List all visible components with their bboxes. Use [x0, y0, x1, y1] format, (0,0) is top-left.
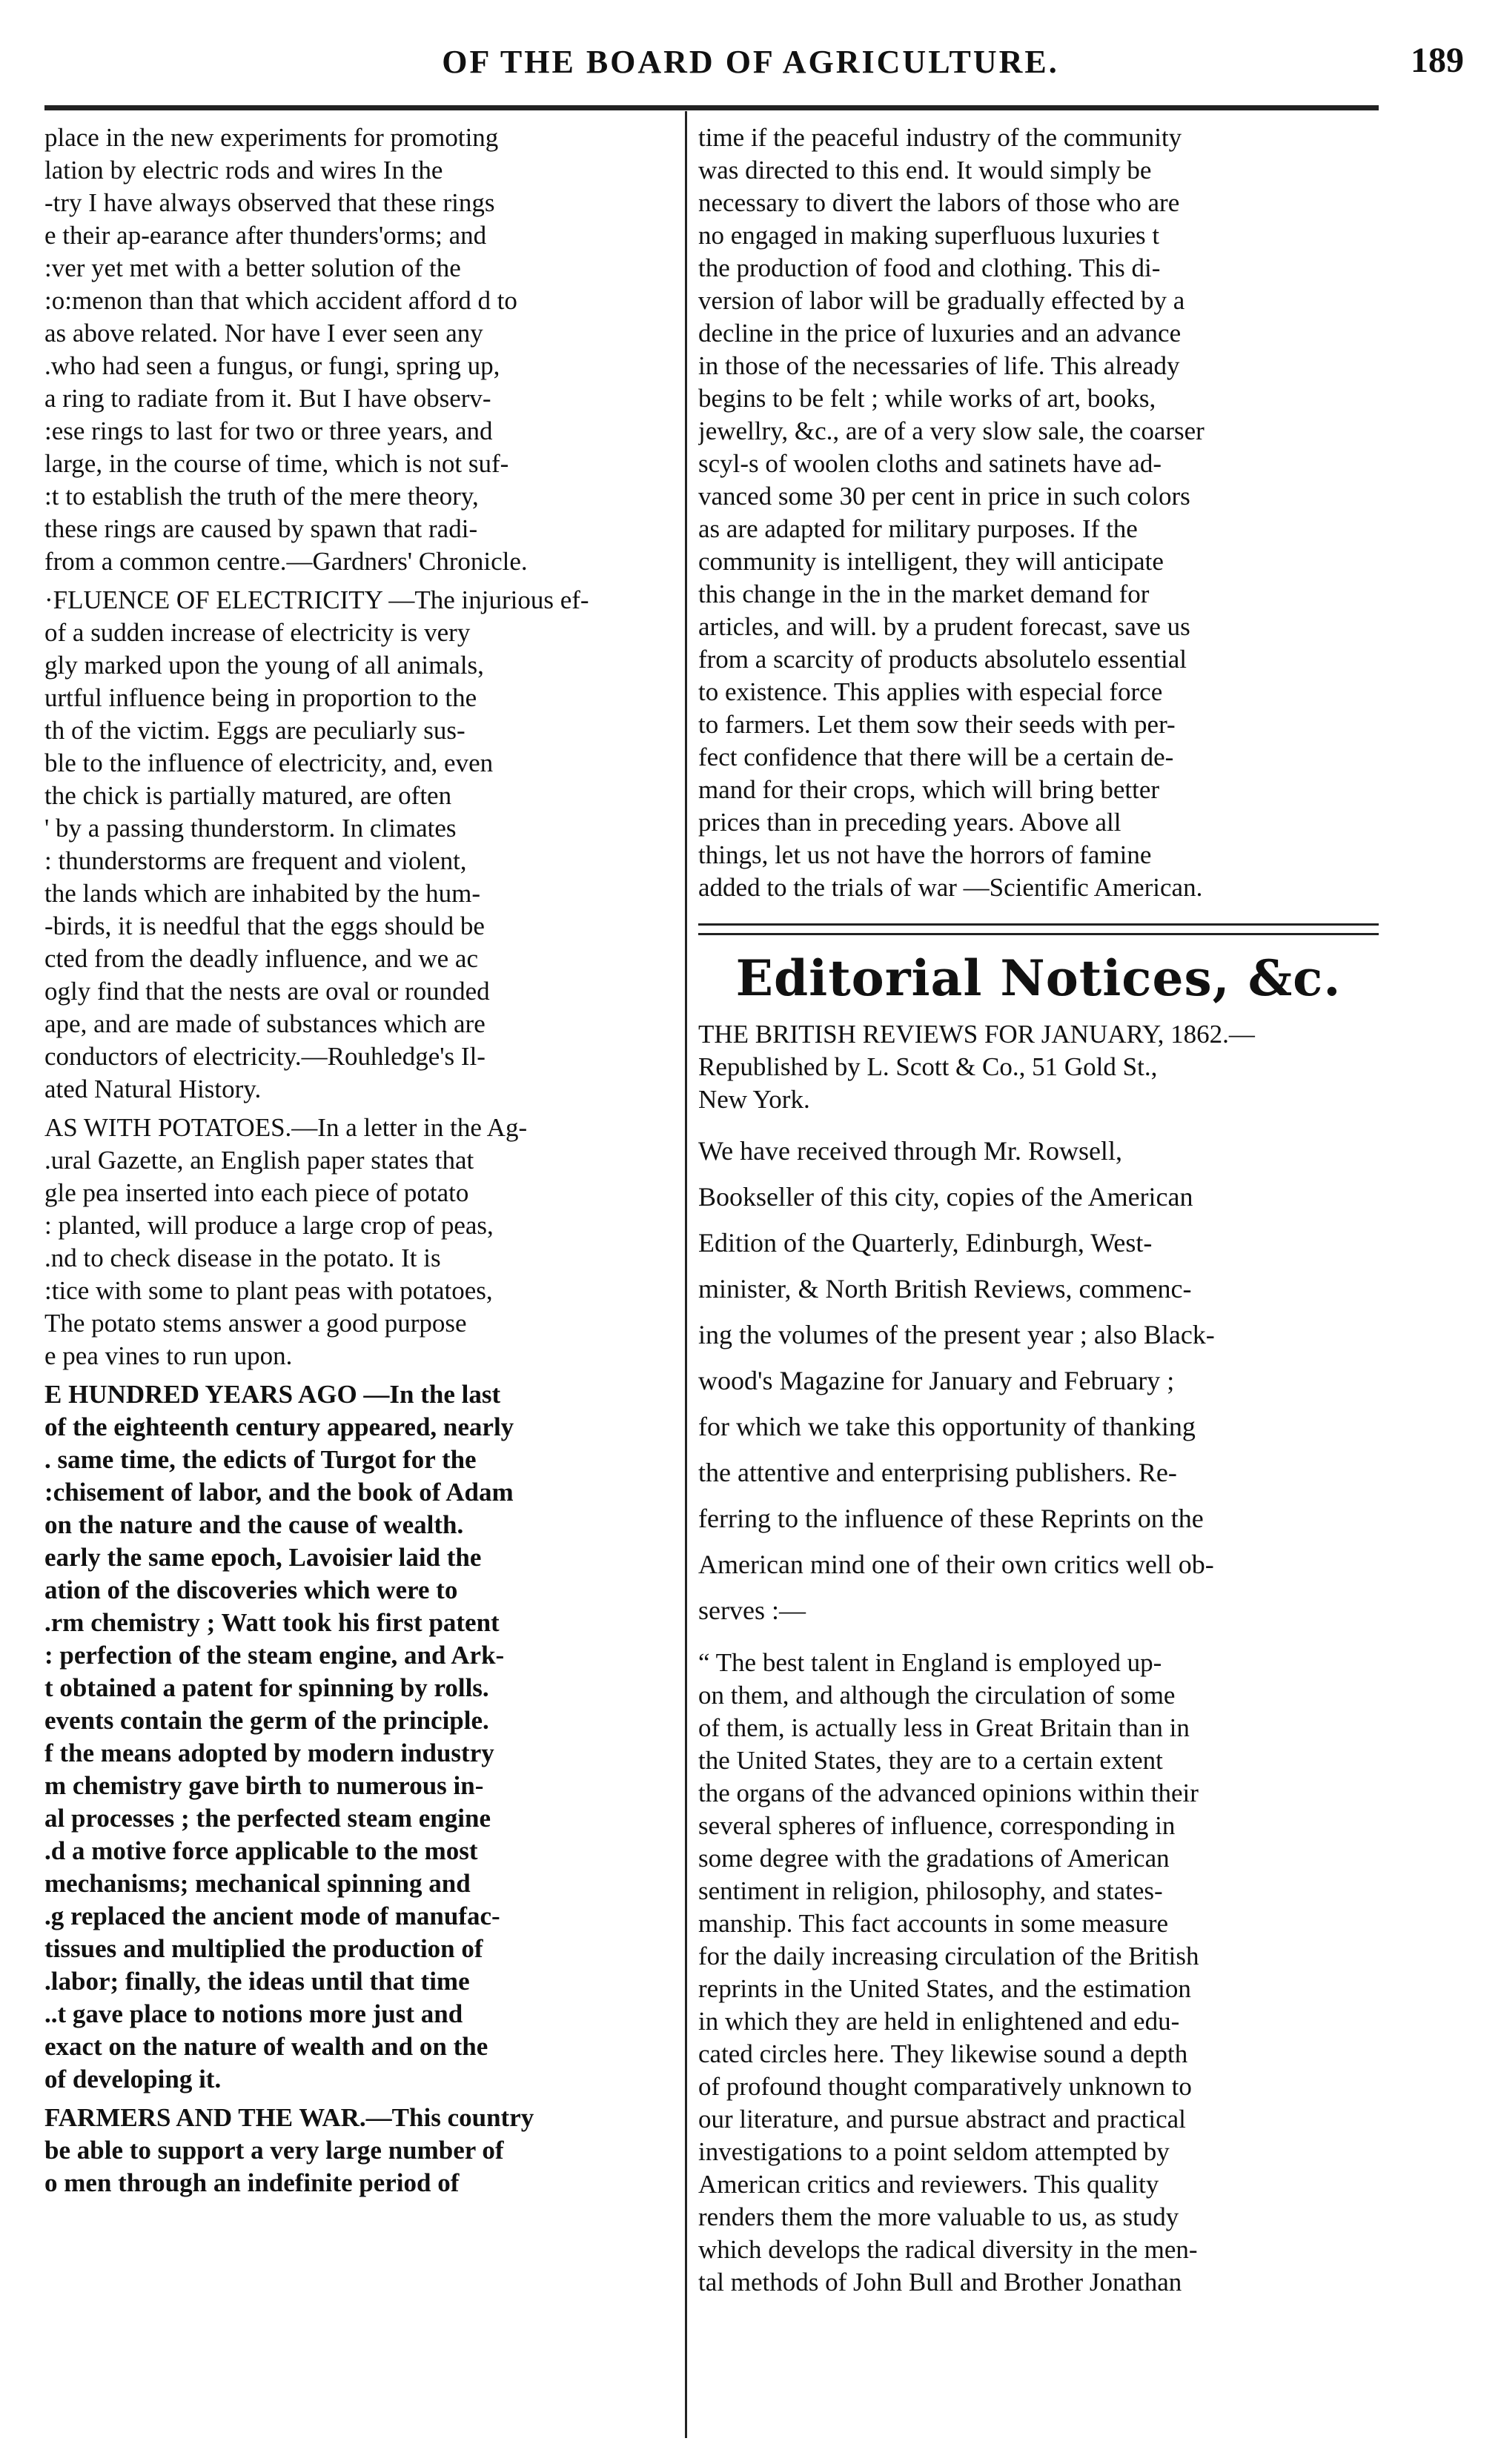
text-line: ape, and are made of substances which are: [44, 1009, 486, 1038]
text-line: o men through an indefinite period of: [44, 2168, 460, 2197]
text-line: to existence. This applies with especial force: [698, 677, 1163, 706]
text-line: .labor; finally, the ideas until that time: [44, 1967, 470, 1996]
text-line: THE BRITISH REVIEWS FOR JANUARY, 1862.—: [698, 1020, 1255, 1049]
text-line: :o:menon than that which accident afford d to: [44, 286, 517, 315]
text-line: E HUNDRED YEARS AGO —In the last: [44, 1380, 501, 1409]
text-line: ated Natural History.: [44, 1075, 262, 1103]
text-line: wood's Magazine for January and February ;: [698, 1366, 1175, 1395]
text-line: .d a motive force applicable to the most: [44, 1836, 478, 1865]
text-line: time if the peaceful industry of the community: [698, 123, 1182, 152]
text-line: these rings are caused by spawn that radi-: [44, 514, 478, 543]
text-line: from a common centre.—Gardners' Chronicle.: [44, 547, 528, 576]
text-line: the organs of the advanced opinions within their: [698, 1779, 1199, 1807]
text-line: New York.: [698, 1085, 810, 1114]
text-line: early the same epoch, Lavoisier laid the: [44, 1543, 482, 1572]
text-line: ing the volumes of the present year ; also Black-: [698, 1320, 1215, 1349]
text-line: .who had seen a fungus, or fungi, spring up,: [44, 351, 500, 380]
text-line: The potato stems answer a good purpose: [44, 1309, 467, 1338]
top-rule: [44, 105, 1379, 110]
text-line: f the means adopted by modern industry: [44, 1739, 494, 1767]
text-line: as are adapted for military purposes. If the: [698, 514, 1138, 543]
text-line: mechanisms; mechanical spinning and: [44, 1869, 471, 1898]
text-line: :chisement of labor, and the book of Adam: [44, 1478, 514, 1507]
text-line: serves :—: [698, 1595, 806, 1625]
text-line: .ural Gazette, an English paper states that: [44, 1146, 474, 1175]
text-line: “ The best talent in England is employed up-: [698, 1648, 1162, 1677]
text-line: in which they are held in enlightened and edu-: [698, 2007, 1180, 2036]
farmers-war-paragraph: [44, 2102, 676, 2199]
text-line: ' by a passing thunderstorm. In climates: [44, 814, 457, 843]
text-line: tal methods of John Bull and Brother Jonathan: [698, 2268, 1182, 2297]
text-line: of them, is actually less in Great Britain than in: [698, 1713, 1190, 1742]
text-line: : thunderstorms are frequent and violent,: [44, 846, 467, 875]
text-line: gly marked upon the young of all animals,: [44, 651, 484, 680]
text-line: no engaged in making superfluous luxuries t: [698, 221, 1160, 250]
text-line: reprints in the United States, and the estimation: [698, 1974, 1191, 2003]
text-line: of a sudden increase of electricity is very: [44, 618, 471, 647]
text-line: conductors of electricity.—Rouhledge's Il-: [44, 1042, 486, 1071]
text-line: ogly find that the nests are oval or rounded: [44, 977, 490, 1006]
text-line: of developing it.: [44, 2065, 222, 2093]
text-line: events contain the germ of the principle.: [44, 1706, 489, 1735]
running-head: OF THE BOARD OF AGRICULTURE.: [442, 44, 1059, 80]
text-line: investigations to a point seldom attempted by: [698, 2137, 1170, 2166]
text-line: ferring to the influence of these Reprints on the: [698, 1504, 1204, 1533]
text-line: added to the trials of war —Scientific American.: [698, 873, 1203, 902]
potatoes-paragraph: [44, 1112, 676, 1372]
right-column: [698, 122, 1379, 2434]
text-line: version of labor will be gradually effected by a: [698, 286, 1185, 315]
text-line: scyl-s of woolen cloths and satinets have ad-: [698, 449, 1162, 478]
page-number: 189: [1411, 41, 1464, 80]
text-line: :ese rings to last for two or three years, and: [44, 416, 493, 445]
text-line: :t to establish the truth of the mere theory,: [44, 482, 479, 511]
text-line: ..t gave place to notions more just and: [44, 1999, 463, 2028]
text-line: as above related. Nor have I ever seen any: [44, 319, 483, 348]
text-line: : planted, will produce a large crop of peas,: [44, 1211, 494, 1240]
text-line: cted from the deadly influence, and we ac: [44, 944, 479, 973]
text-line: We have received through Mr. Rowsell,: [698, 1136, 1122, 1166]
text-line: renders them the more valuable to us, as study: [698, 2202, 1179, 2231]
british-reviews-heading: [698, 1018, 1379, 1116]
text-line: .g replaced the ancient mode of manufac-: [44, 1902, 500, 1930]
text-line: fect confidence that there will be a certain de-: [698, 743, 1174, 771]
text-line: cated circles here. They likewise sound a depth: [698, 2039, 1188, 2068]
text-line: Bookseller of this city, copies of the American: [698, 1182, 1193, 1212]
text-line: exact on the nature of wealth and on the: [44, 2032, 488, 2061]
text-line: this change in the in the market demand for: [698, 580, 1150, 608]
text-line: Republished by L. Scott & Co., 51 Gold St.,: [698, 1052, 1158, 1081]
text-line: -birds, it is needful that the eggs should be: [44, 911, 485, 940]
text-line: the attentive and enterprising publishers. Re-: [698, 1458, 1177, 1487]
text-line: tissues and multiplied the production of: [44, 1934, 483, 1963]
text-line: be able to support a very large number of: [44, 2136, 504, 2165]
text-line: on the nature and the cause of wealth.: [44, 1510, 464, 1539]
text-line: articles, and will. by a prudent forecast, save us: [698, 612, 1190, 641]
text-line: things, let us not have the horrors of famine: [698, 840, 1152, 869]
text-line: place in the new experiments for promoting: [44, 123, 499, 152]
text-line: sentiment in religion, philosophy, and states-: [698, 1876, 1163, 1905]
text-line: begins to be felt ; while works of art, books,: [698, 384, 1156, 413]
text-line: al processes ; the perfected steam engine: [44, 1804, 491, 1833]
text-line: which develops the radical diversity in the men-: [698, 2235, 1198, 2264]
text-line: m chemistry gave birth to numerous in-: [44, 1771, 484, 1800]
section-rule: [698, 923, 1379, 935]
text-line: large, in the course of time, which is not suf-: [44, 449, 509, 478]
british-reviews-body: [698, 1128, 1379, 1633]
electricity-paragraph: [44, 584, 676, 1106]
text-line: :ver yet met with a better solution of the: [44, 253, 461, 282]
text-line: from a scarcity of products absolutelo essential: [698, 645, 1187, 674]
text-line: Edition of the Quarterly, Edinburgh, West-: [698, 1228, 1153, 1258]
editorial-heading: Editorial Notices, &c.: [735, 949, 1342, 1007]
text-line: jewellry, &c., are of a very slow sale, the coarser: [698, 416, 1205, 445]
text-line: in those of the necessaries of life. This already: [698, 351, 1180, 380]
hundred-years-paragraph: [44, 1378, 676, 2096]
page-header: [30, 30, 1471, 89]
text-line: several spheres of influence, corresponding in: [698, 1811, 1176, 1840]
text-line: necessary to divert the labors of those who are: [698, 188, 1180, 217]
text-line: : perfection of the steam engine, and Ark-: [44, 1641, 505, 1670]
text-line: our literature, and pursue abstract and practical: [698, 2105, 1186, 2133]
text-line: -try I have always observed that these rings: [44, 188, 495, 217]
text-line: American mind one of their own critics well ob-: [698, 1550, 1214, 1579]
text-line: of profound thought comparatively unknown to: [698, 2072, 1192, 2101]
fungus-rings-paragraph: [44, 122, 676, 578]
text-line: was directed to this end. It would simply be: [698, 156, 1152, 185]
text-line: e pea vines to run upon.: [44, 1341, 293, 1370]
text-line: on them, and although the circulation of some: [698, 1681, 1176, 1710]
text-line: t obtained a patent for spinning by rolls.: [44, 1673, 489, 1702]
text-line: ble to the influence of electricity, and, even: [44, 748, 494, 777]
text-line: :tice with some to plant peas with potatoes,: [44, 1276, 493, 1305]
text-line: minister, & North British Reviews, commenc-: [698, 1274, 1192, 1304]
text-line: decline in the price of luxuries and an advance: [698, 319, 1182, 348]
text-line: the production of food and clothing. This di-: [698, 253, 1161, 282]
text-line: ·FLUENCE OF ELECTRICITY —The injurious ef-: [44, 585, 589, 614]
column-divider: [685, 111, 687, 2438]
text-line: manship. This fact accounts in some measure: [698, 1909, 1169, 1938]
text-line: vanced some 30 per cent in price in such colors: [698, 482, 1190, 511]
text-line: . same time, the edicts of Turgot for the: [44, 1445, 477, 1474]
text-line: American critics and reviewers. This quality: [698, 2170, 1159, 2199]
text-line: e their ap-earance after thunders'orms; and: [44, 221, 487, 250]
text-line: community is intelligent, they will anticipate: [698, 547, 1164, 576]
text-line: for the daily increasing circulation of the British: [698, 1942, 1199, 1970]
text-line: urtful influence being in proportion to the: [44, 683, 477, 712]
text-line: a ring to radiate from it. But I have observ-: [44, 384, 491, 413]
text-line: lation by electric rods and wires In the: [44, 156, 443, 185]
text-line: prices than in preceding years. Above all: [698, 808, 1121, 837]
text-line: of the eighteenth century appeared, nearly: [44, 1412, 514, 1441]
text-line: the lands which are inhabited by the hum-: [44, 879, 481, 908]
text-line: th of the victim. Eggs are peculiarly sus-: [44, 716, 465, 745]
text-line: the United States, they are to a certain extent: [698, 1746, 1163, 1775]
critic-quote: [698, 1647, 1379, 2299]
text-line: .nd to check disease in the potato. It is: [44, 1243, 441, 1272]
text-line: ation of the discoveries which were to: [44, 1575, 458, 1604]
text-line: gle pea inserted into each piece of potato: [44, 1178, 469, 1207]
war-continuation-paragraph: [698, 122, 1379, 904]
text-line: FARMERS AND THE WAR.—This country: [44, 2103, 534, 2132]
text-line: some degree with the gradations of American: [698, 1844, 1170, 1873]
text-line: AS WITH POTATOES.—In a letter in the Ag-: [44, 1113, 528, 1142]
text-line: mand for their crops, which will bring better: [698, 775, 1160, 804]
text-line: to farmers. Let them sow their seeds with per-: [698, 710, 1176, 739]
text-line: .rm chemistry ; Watt took his first patent: [44, 1608, 500, 1637]
left-column: [44, 122, 676, 2434]
text-line: the chick is partially matured, are often: [44, 781, 452, 810]
text-line: for which we take this opportunity of thanking: [698, 1412, 1196, 1441]
